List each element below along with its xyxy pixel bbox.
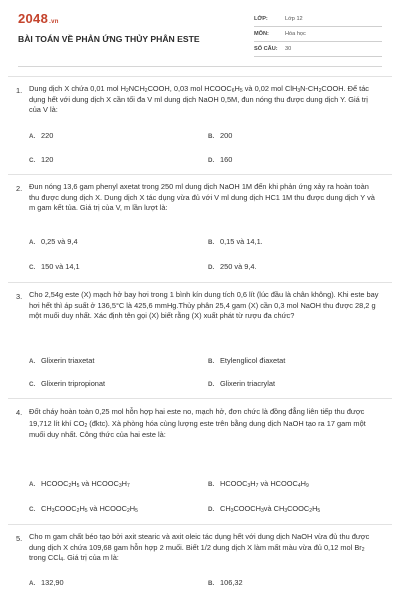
page-header [0, 0, 400, 72]
meta-label: SỐ CÂU: [254, 46, 278, 52]
meta-row-count [254, 43, 382, 57]
answer-option-text: $CH_3COOCH_3và$ $CH_3COOC_2H_5$ [220, 504, 321, 514]
question-number: 3. [16, 292, 23, 301]
question-separator [8, 524, 392, 525]
header-divider [18, 66, 382, 67]
answer-option-text: 200 [220, 131, 233, 140]
meta-row-class [254, 13, 382, 27]
question-number: 4. [16, 408, 23, 417]
question-text: Cho 2,54g este (X) mạch hở bay hơi trong 1 bình kín dung tích 0,6 lít (lúc đầu là chân không). Khi este bay hơi hết thì áp suất ở 136,5°C là 425,6 mmHg.Thủy phân 25,4 gam (X) cần 0,3 mol NaOH thu được 28,2 g một muối duy nhất. Xác định tên gọi (X) biết rằng (X) xuất phát từ rượu đa chức? [29, 290, 379, 321]
answer-option[interactable]: A. 0,25 và 9,4 [29, 237, 78, 246]
meta-label: LỚP: [254, 16, 268, 22]
answer-option-text: $HCOOC_2H_5$ và $HCOOC_3H_7$ [41, 479, 130, 489]
meta-value: 30 [285, 46, 292, 52]
answer-option[interactable]: A. 132,90 [29, 578, 64, 587]
answer-option-text: 220 [41, 131, 54, 140]
question-separator [8, 282, 392, 283]
page-title: BÀI TOÁN VỀ PHẢN ỨNG THỦY PHÂN ESTE [18, 34, 200, 44]
answer-option-text: 0,25 và 9,4 [41, 237, 78, 246]
meta-label: MÔN: [254, 31, 269, 37]
logo-suffix: .vn [49, 19, 59, 25]
meta-value: Lớp 12 [285, 16, 303, 22]
answer-option-text: Glixerin triacrylat [220, 379, 276, 388]
question-number: 5. [16, 534, 23, 543]
question-text: Cho m gam chất béo tạo bởi axit stearic và axit oleic tác dụng hết với dung dịch NaOH vừa đủ thu được dung dịch X chứa 109,68 gam hỗn hợp 2 muối. Biết 1/2 dung dịch X làm mất màu vừa đủ 0,12 mol $Br_2$ trong CCl$_4$. Giá trị của m là: [29, 532, 370, 564]
answer-option[interactable]: A. Glixerin triaxetat [29, 356, 95, 365]
question-separator [8, 76, 392, 77]
answer-option[interactable]: B. Etylenglicol điaxetat [208, 356, 286, 365]
answer-option[interactable]: B. 0,15 và 14,1. [208, 237, 263, 246]
question-text: Đốt cháy hoàn toàn 0,25 mol hỗn hợp hai este no, mạch hở, đơn chức là đồng đẳng liên tiếp thu được 19,712 lít khí $CO_2$ (đktc). Xà phòng hóa cùng lượng este trên bằng dung dịch NaOH tạo ra 17 gam một muối duy nhất. Công thức của hai este là: [29, 407, 366, 440]
answer-option-text: Etylenglicol điaxetat [220, 356, 286, 365]
answer-option[interactable]: D. $CH_3COOCH_3và$ $CH_3COOC_2H_5$ [208, 504, 321, 514]
answer-option-text: Glixerin tripropionat [41, 379, 106, 388]
answer-option-text: $CH_3COOC_2H_5$ và $HCOOC_2H_5$ [41, 504, 138, 514]
answer-option[interactable]: B. 106,32 [208, 578, 243, 587]
answer-option[interactable]: A. 220 [29, 131, 54, 140]
answer-option-text: 250 và 9,4. [220, 262, 257, 271]
answer-option[interactable]: C. 150 và 14,1 [29, 262, 80, 271]
site-logo[interactable]: 2048.vn [18, 11, 59, 26]
answer-option[interactable]: A. $HCOOC_2H_5$ và $HCOOC_3H_7$ [29, 479, 130, 489]
answer-option-text: 106,32 [220, 578, 243, 587]
question-number: 2. [16, 184, 23, 193]
question-number: 1. [16, 86, 23, 95]
answer-option[interactable]: C. Glixerin tripropionat [29, 379, 106, 388]
answer-option-text: Glixerin triaxetat [41, 356, 95, 365]
answer-option[interactable]: B. 200 [208, 131, 233, 140]
question-text: Đun nóng 13,6 gam phenyl axetat trong 250 ml dung dịch NaOH 1M đến khi phản ứng xảy ra hoàn toàn thu được dung dịch X. Dung dịch X tác dụng vừa đủ với V ml dung dịch HC1 1M thu được dung dịch Y và m gam kết tủa. Giá trị của V, m lần lượt là: [29, 182, 375, 213]
question-separator [8, 174, 392, 175]
answer-option-text: 0,15 và 14,1. [220, 237, 263, 246]
question-separator [8, 398, 392, 399]
answer-option[interactable]: D. 160 [208, 155, 233, 164]
meta-value: Hóa học [285, 31, 306, 37]
answer-option-text: 120 [41, 155, 54, 164]
answer-option[interactable]: B. $HCOOC_3H_7$ và $HCOOC_4H_9$ [208, 479, 309, 489]
answer-option-text: 160 [220, 155, 233, 164]
answer-option[interactable]: C. 120 [29, 155, 54, 164]
meta-row-subject [254, 28, 382, 42]
answer-option-text: $HCOOC_3H_7$ và $HCOOC_4H_9$ [220, 479, 309, 489]
answer-option-text: 132,90 [41, 578, 64, 587]
question-text: Dung dịch X chứa 0,01 mol $H_2NCH_2COOH$, 0,03 mol $HCOOC_6H_5$ và 0,02 mol $ClH_3N-CH_2COOH$. Để tác dụng hết với dung dịch X cần tối đa V ml dung dịch NaOH 0,5M, đun nóng thu được dung dịch Y. Giá trị của V là: [29, 84, 369, 115]
answer-option[interactable]: C. $CH_3COOC_2H_5$ và $HCOOC_2H_5$ [29, 504, 138, 514]
answer-option[interactable]: D. Glixerin triacrylat [208, 379, 276, 388]
answer-option[interactable]: D. 250 và 9,4. [208, 262, 257, 271]
answer-option-text: 150 và 14,1 [41, 262, 80, 271]
